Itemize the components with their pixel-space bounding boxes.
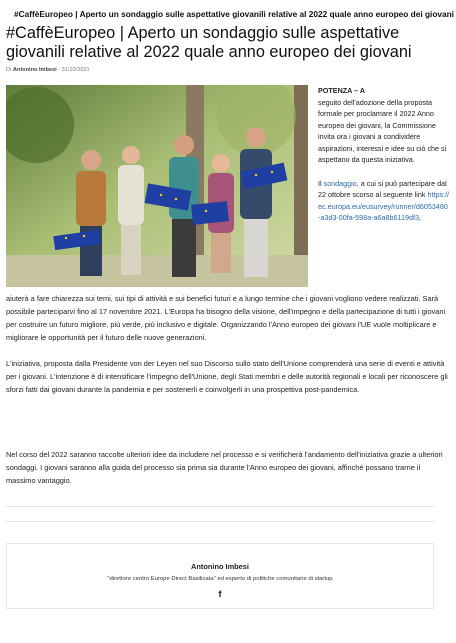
article-body [6,292,450,344]
article-date: 31/10/2021 [61,67,90,73]
intro-text [318,85,450,166]
paragraph-3: Nel corso del 2022 saranno raccolte ulteriori idee da includere nel processo e si verificherà l'andamento dell'iniziativa grazie a ulteriori sondaggi. I giovani saranno alla guida del processo sia prima sia durante l'Anno europeo dei giovani, affinché possano trarne il massimo vantaggio. [6,450,443,485]
dateline-place: POTENZA – A [318,86,365,95]
byline [6,67,90,73]
survey-link[interactable]: sondaggio [323,178,357,188]
person-5 [240,127,272,277]
divider [6,521,434,522]
survey-suffix: , a cui si può partecipare dal 22 ottobre scorso al seguente link [318,178,447,199]
article-intro-column [318,85,450,224]
article-image [6,85,308,287]
byline-separator: - [58,67,62,73]
divider [6,506,434,507]
author-name[interactable]: Antonino Imbesi [191,562,249,571]
article-title: #CaffèEuropeo | Aperto un sondaggio sulle aspettative giovanili relative al 2022 quale anno europeo dei giovani [6,24,412,61]
photo-young-people-eu-flags-icon [6,85,308,287]
paragraph-2: L'iniziativa, proposta dalla Presidente von der Leyen nel suo Discorso sullo stato dell'Unione comprenderà una serie di eventi e attività per i giovani. L'intenzione è di intensificare l'impegno dell'Unione, degli Stati membri e delle autorità regionali e locali per riconoscere gli sforzi fatti dai giovani durante la pandemia e per sostenerli e coinvolgerli in una prospettiva post-pandemica. [6,359,448,394]
author-bio: "direttore centro Europe Direct Basilicata" ed esperto di politiche comunitarie di startup [107,576,333,582]
survey-url-link[interactable]: https://ec.europa.eu/eusurvey/runner/d6053480-a3d3-00fa-598a-a6a8b6119df3 [318,190,450,222]
article-body-2 [6,357,450,396]
intro-body: seguito dell'adozione della proposta formale per proclamare il 2022 Anno europeo dei giovani, la Commissione invita ora i giovani a condividere aspirazioni, interessi e idee su ciò che si aspettano da questa iniziativa. [318,97,447,164]
survey-text [318,178,450,224]
top-bar-title: #CaffèEuropeo | Aperto un sondaggio sulle aspettative giovanili relative al 2022 quale anno europeo dei giovani [13,9,454,19]
author-box [6,543,434,609]
survey-end: , [418,213,421,222]
top-bar [0,0,456,20]
facebook-icon[interactable]: f [218,589,222,599]
paragraph-1: aiuterà a fare chiarezza sui temi, sui tipi di attività e sui benefici futuri e a lungo termine che i giovani vogliono vedere realizzati. Sarà possibile parteciparvi fino al 17 novembre 2021. L'Europa ha bisogno della visione, dell'impegno e della partecipazione di tutti i giovani per costruire un futuro migliore, più verde, più inclusivo e digitale. Organizzando l'Anno europeo dei giovani l'UE vuole moltiplicare e migliorare le opportunità per il futuro delle nuove generazioni. [6,294,446,342]
survey-prefix: Il [318,178,322,188]
article-body-3 [6,448,450,487]
author-link[interactable]: Antonino Imbesi [12,67,57,73]
byline-prefix: Di [6,67,12,73]
